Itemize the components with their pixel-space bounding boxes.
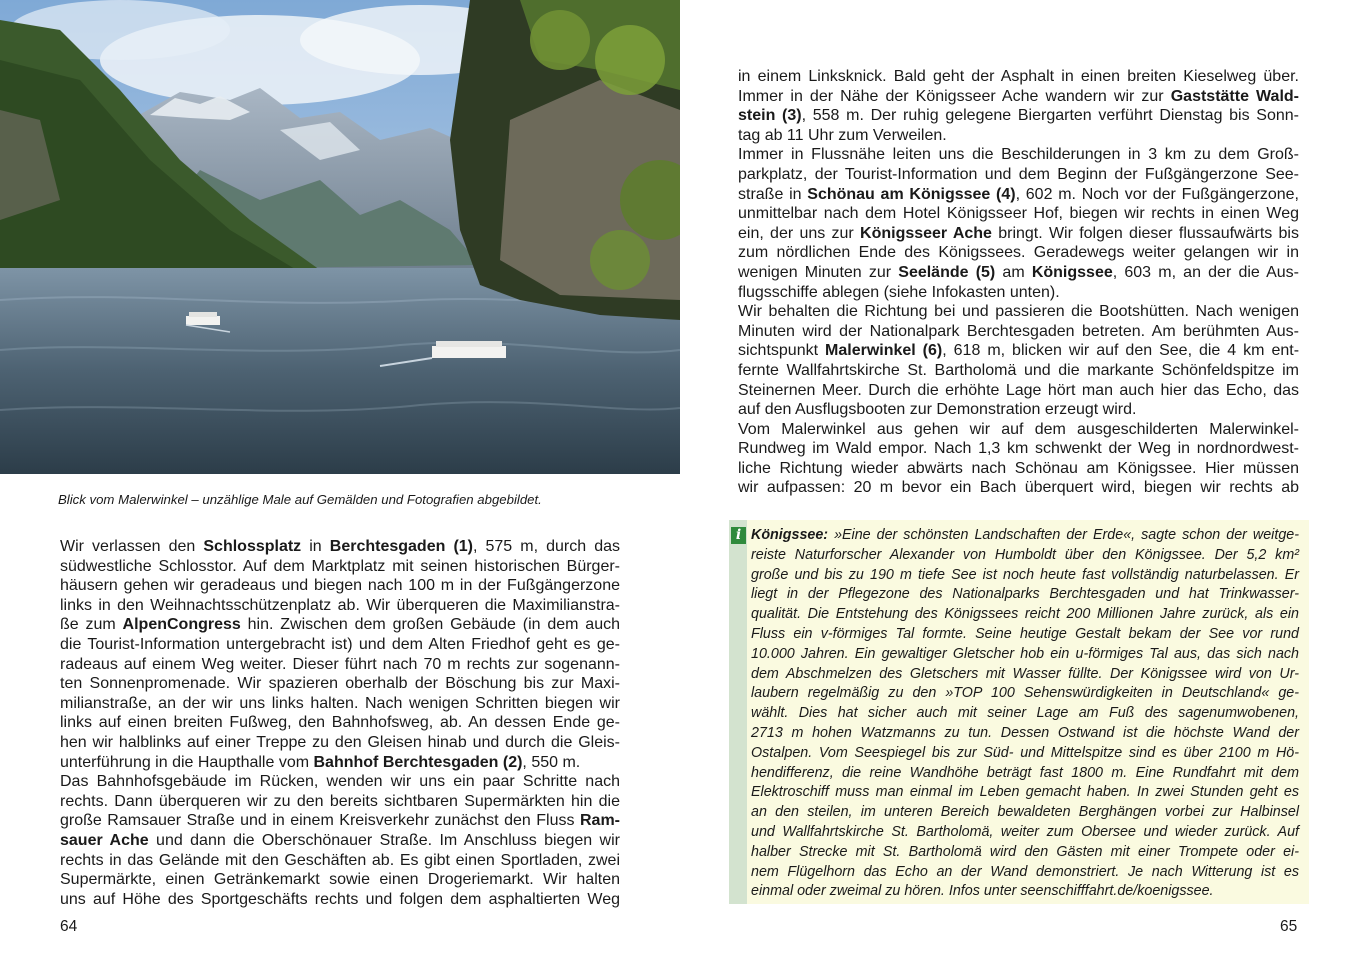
lake-photo bbox=[0, 0, 680, 474]
text-line: Fluss ein v-förmiges Tal formte. Seine heutige Gestalt bekam der See vor rund bbox=[751, 625, 1299, 642]
text-line: reiste Naturforscher Alexander von Humboldt über den Königssee. Der 5,2 km² bbox=[751, 546, 1299, 563]
info-box-text bbox=[751, 526, 1299, 902]
text-line: ße zum AlpenCongress hin. Zwischen dem großen Gebäude (in dem auch bbox=[60, 616, 620, 634]
text-line: sichtspunkt Malerwinkel (6), 618 m, blicken wir auf den See, die 4 km ent- bbox=[738, 342, 1300, 360]
text-line: einmal oder zweimal zu hören. Infos unter seenschifffahrt.de/koenigssee. bbox=[751, 883, 1214, 900]
text-line: nem Flügelhorn das Echo an der Wand demonstriert. Je nach Witterung ist es bbox=[751, 863, 1299, 880]
text-line: milianstraße, an der wir uns links halten. Nach wenigen Schritten biegen wir bbox=[60, 694, 620, 712]
text-line: 10.000 Jahren. Ein gewaltiger Gletscher hob ein u-förmiges Tal aus, das sich nach bbox=[751, 645, 1299, 662]
text-line: an den steilen, im unteren Bereich bewaldeten Berghängen vorbei zur Halbinsel bbox=[751, 804, 1299, 821]
text-line: südwestliche Schlosstor. Auf dem Marktplatz mit seinen historischen Bürger- bbox=[60, 557, 620, 575]
page-number-right: 65 bbox=[1280, 918, 1298, 935]
text-line: unmittelbar nach dem Hotel Königsseer Hof, biegen wir rechts in einen Weg bbox=[738, 205, 1299, 223]
text-line: liegt in der Pflegezone des Nationalparks Berchtesgaden und hat Trinkwasser- bbox=[751, 586, 1299, 603]
text-line: Wir behalten die Richtung bei und passieren die Bootshütten. Nach wenigen bbox=[738, 303, 1299, 321]
text-line: dem Abschmelzen des Gletschers mit Wasser füllte. Der Königssee wird von Ur- bbox=[751, 665, 1299, 682]
info-icon: i bbox=[731, 527, 746, 544]
text-line: häusern gehen wir geradeaus und biegen nach 100 m in der Fußgängerzone bbox=[60, 577, 620, 595]
text-line: Immer in Flussnähe leiten uns die Beschilderungen in 3 km zu dem Groß- bbox=[738, 146, 1299, 164]
text-line: Steinernen Meer. Durch die erhöhte Lage hört man auch hier das Echo, das bbox=[738, 381, 1299, 399]
text-line: große Ramsauer Straße und in einem Kreisverkehr zunächst den Fluss Ram- bbox=[60, 812, 620, 830]
text-line: ten Sonnenpromenade. Wir spazieren oberhalb der Böschung bis zur Maxi- bbox=[60, 675, 620, 693]
text-line: große und bis zu 190 m tiefe See ist noch heute fast vollständig naturbelassen. Er bbox=[751, 566, 1299, 583]
text-line: uns auf Höhe des Sportgeschäfts rechts und folgen dem asphaltierten Weg bbox=[60, 890, 620, 908]
text-line: rechts. Dann überqueren wir zu den bereits sichtbaren Supermärkten hin die bbox=[60, 792, 620, 810]
text-line: halber Strecke mit St. Bartholomä wird den Gästen mit einer Trompete oder ei- bbox=[751, 843, 1299, 860]
text-line: links in den Weihnachtsschützenplatz ab. Wir überqueren die Maximilianstra- bbox=[60, 596, 620, 614]
text-line: stein (3), 558 m. Der ruhig gelegene Biergarten verführt Dienstag bis Sonn- bbox=[738, 107, 1299, 125]
text-line: qualität. Die Entstehung des Königssees reicht 200 Millionen Jahre zurück, als ein bbox=[751, 606, 1299, 623]
text-line: Immer in der Nähe der Königsseer Ache wandern wir zur Gaststätte Wald- bbox=[738, 87, 1299, 105]
text-line: auf den Ausflugsbooten zur Demonstration erzeugt wird. bbox=[738, 401, 1137, 419]
text-line: wir aufpassen: 20 m bevor ein Bach überquert wird, biegen wir rechts ab bbox=[738, 479, 1299, 497]
text-line: laubern regelmäßig zu den »TOP 100 Sehenswürdigkeiten in Deutschland« ge- bbox=[751, 685, 1299, 702]
text-line: Minuten wird der Nationalpark Berchtesgaden betreten. Am berühmten Aus- bbox=[738, 322, 1299, 340]
info-box-stripe bbox=[729, 520, 747, 904]
text-line: hen wir halblinks auf einer Treppe zu den Gleisen hinab und durch die Gleis- bbox=[60, 733, 620, 751]
photo-caption: Blick vom Malerwinkel – unzählige Male auf Gemälden und Fotografien abgebildet. bbox=[58, 492, 542, 507]
text-line: Elektroschiff muss man einmal im Leben gemacht haben. In zwei Stunden geht es bbox=[751, 784, 1299, 801]
text-line: sauer Ache und dann die Oberschönauer Straße. Im Anschluss biegen wir bbox=[60, 831, 620, 849]
text-line: rechts in das Gelände mit den Geschäften ab. Es gibt einen Sportladen, zwei bbox=[60, 851, 620, 869]
text-line: in einem Linksknick. Bald geht der Asphalt in einen breiten Kieselweg über. bbox=[738, 68, 1299, 85]
text-line: links auf einen breiten Fußweg, den Bahnhofsweg, ab. An dessen Ende ge- bbox=[60, 714, 620, 732]
text-line: parkplatz, der Tourist-Information und dem Beginn der Fußgängerzone See- bbox=[738, 165, 1299, 183]
text-line: Rundweg im Wald empor. Nach 1,3 km schwenkt der Weg in nordnordwest- bbox=[738, 440, 1299, 458]
text-line: und Wallfahrtskirche St. Bartholomä, weiter zum Obersee und wieder zurück. Auf bbox=[751, 823, 1299, 840]
text-line: 2713 m hohen Watzmanns zu tun. Dessen Ostwand ist die höchste Wand der bbox=[751, 724, 1299, 741]
text-line: ein, der uns zur Königsseer Ache bringt. Wir folgen dieser flussaufwärts bis bbox=[738, 224, 1299, 242]
text-line: Königssee: »Eine der schönsten Landschaften der Erde«, sagte schon der weitge- bbox=[751, 527, 1299, 543]
info-box-koenigssee bbox=[729, 520, 1309, 904]
text-line: fernte Wallfahrtskirche St. Bartholomä und die markante Schönfeldspitze im bbox=[738, 361, 1299, 379]
text-line: radeaus auf einem Weg weiter. Dieser führt nach 70 m rechts zur sogenann- bbox=[60, 655, 620, 673]
text-line: Vom Malerwinkel aus gehen wir auf dem ausgeschilderten Malerwinkel- bbox=[738, 420, 1299, 438]
text-line: wenigen Minuten zur Seelände (5) am Königssee, 603 m, an der die Aus- bbox=[738, 263, 1299, 281]
text-line: Ostalpen. Vom Seespiegel bis zur Süd- und Mittelspitze sind es über 2100 m Hö- bbox=[751, 744, 1299, 761]
page-number-left: 64 bbox=[60, 918, 78, 935]
text-line: Das Bahnhofsgebäude im Rücken, wenden wir uns ein paar Schritte nach bbox=[60, 773, 620, 791]
text-line: liche Richtung wieder abwärts nach Schönau am Königssee. Hier müssen bbox=[738, 459, 1299, 477]
text-line: Supermärkte, einen Getränkemarkt sowie einen Drogeriemarkt. Wir halten bbox=[60, 871, 620, 889]
text-line: straße in Schönau am Königssee (4), 602 m. Noch vor der Fußgängerzone, bbox=[738, 185, 1300, 203]
right-column-text bbox=[738, 67, 1299, 498]
text-line: flugsschiffe ablegen (siehe Infokasten unten). bbox=[738, 283, 1060, 301]
text-line: Wir verlassen den Schlossplatz in Berchtesgaden (1), 575 m, durch das bbox=[60, 538, 621, 555]
text-line: zum nördlichen Ende des Königssees. Geradewegs weiter gelangen wir in bbox=[738, 244, 1299, 262]
text-line: wählt. Dies hat sicher auch mit seiner Lage am Fuß des sagenumwobenen, bbox=[751, 705, 1299, 722]
text-line: tag ab 11 Uhr zum Verweilen. bbox=[738, 126, 947, 144]
left-column-text bbox=[60, 537, 620, 909]
text-line: hendifferenz, die reine Wandhöhe beträgt fast 1800 m. Eine Rundfahrt mit dem bbox=[751, 764, 1299, 781]
text-line: die Tourist-Information untergebracht ist) und dem Alten Friedhof geht es ge- bbox=[60, 635, 620, 653]
text-line: unterführung in die Haupthalle vom Bahnhof Berchtesgaden (2), 550 m. bbox=[60, 753, 581, 771]
